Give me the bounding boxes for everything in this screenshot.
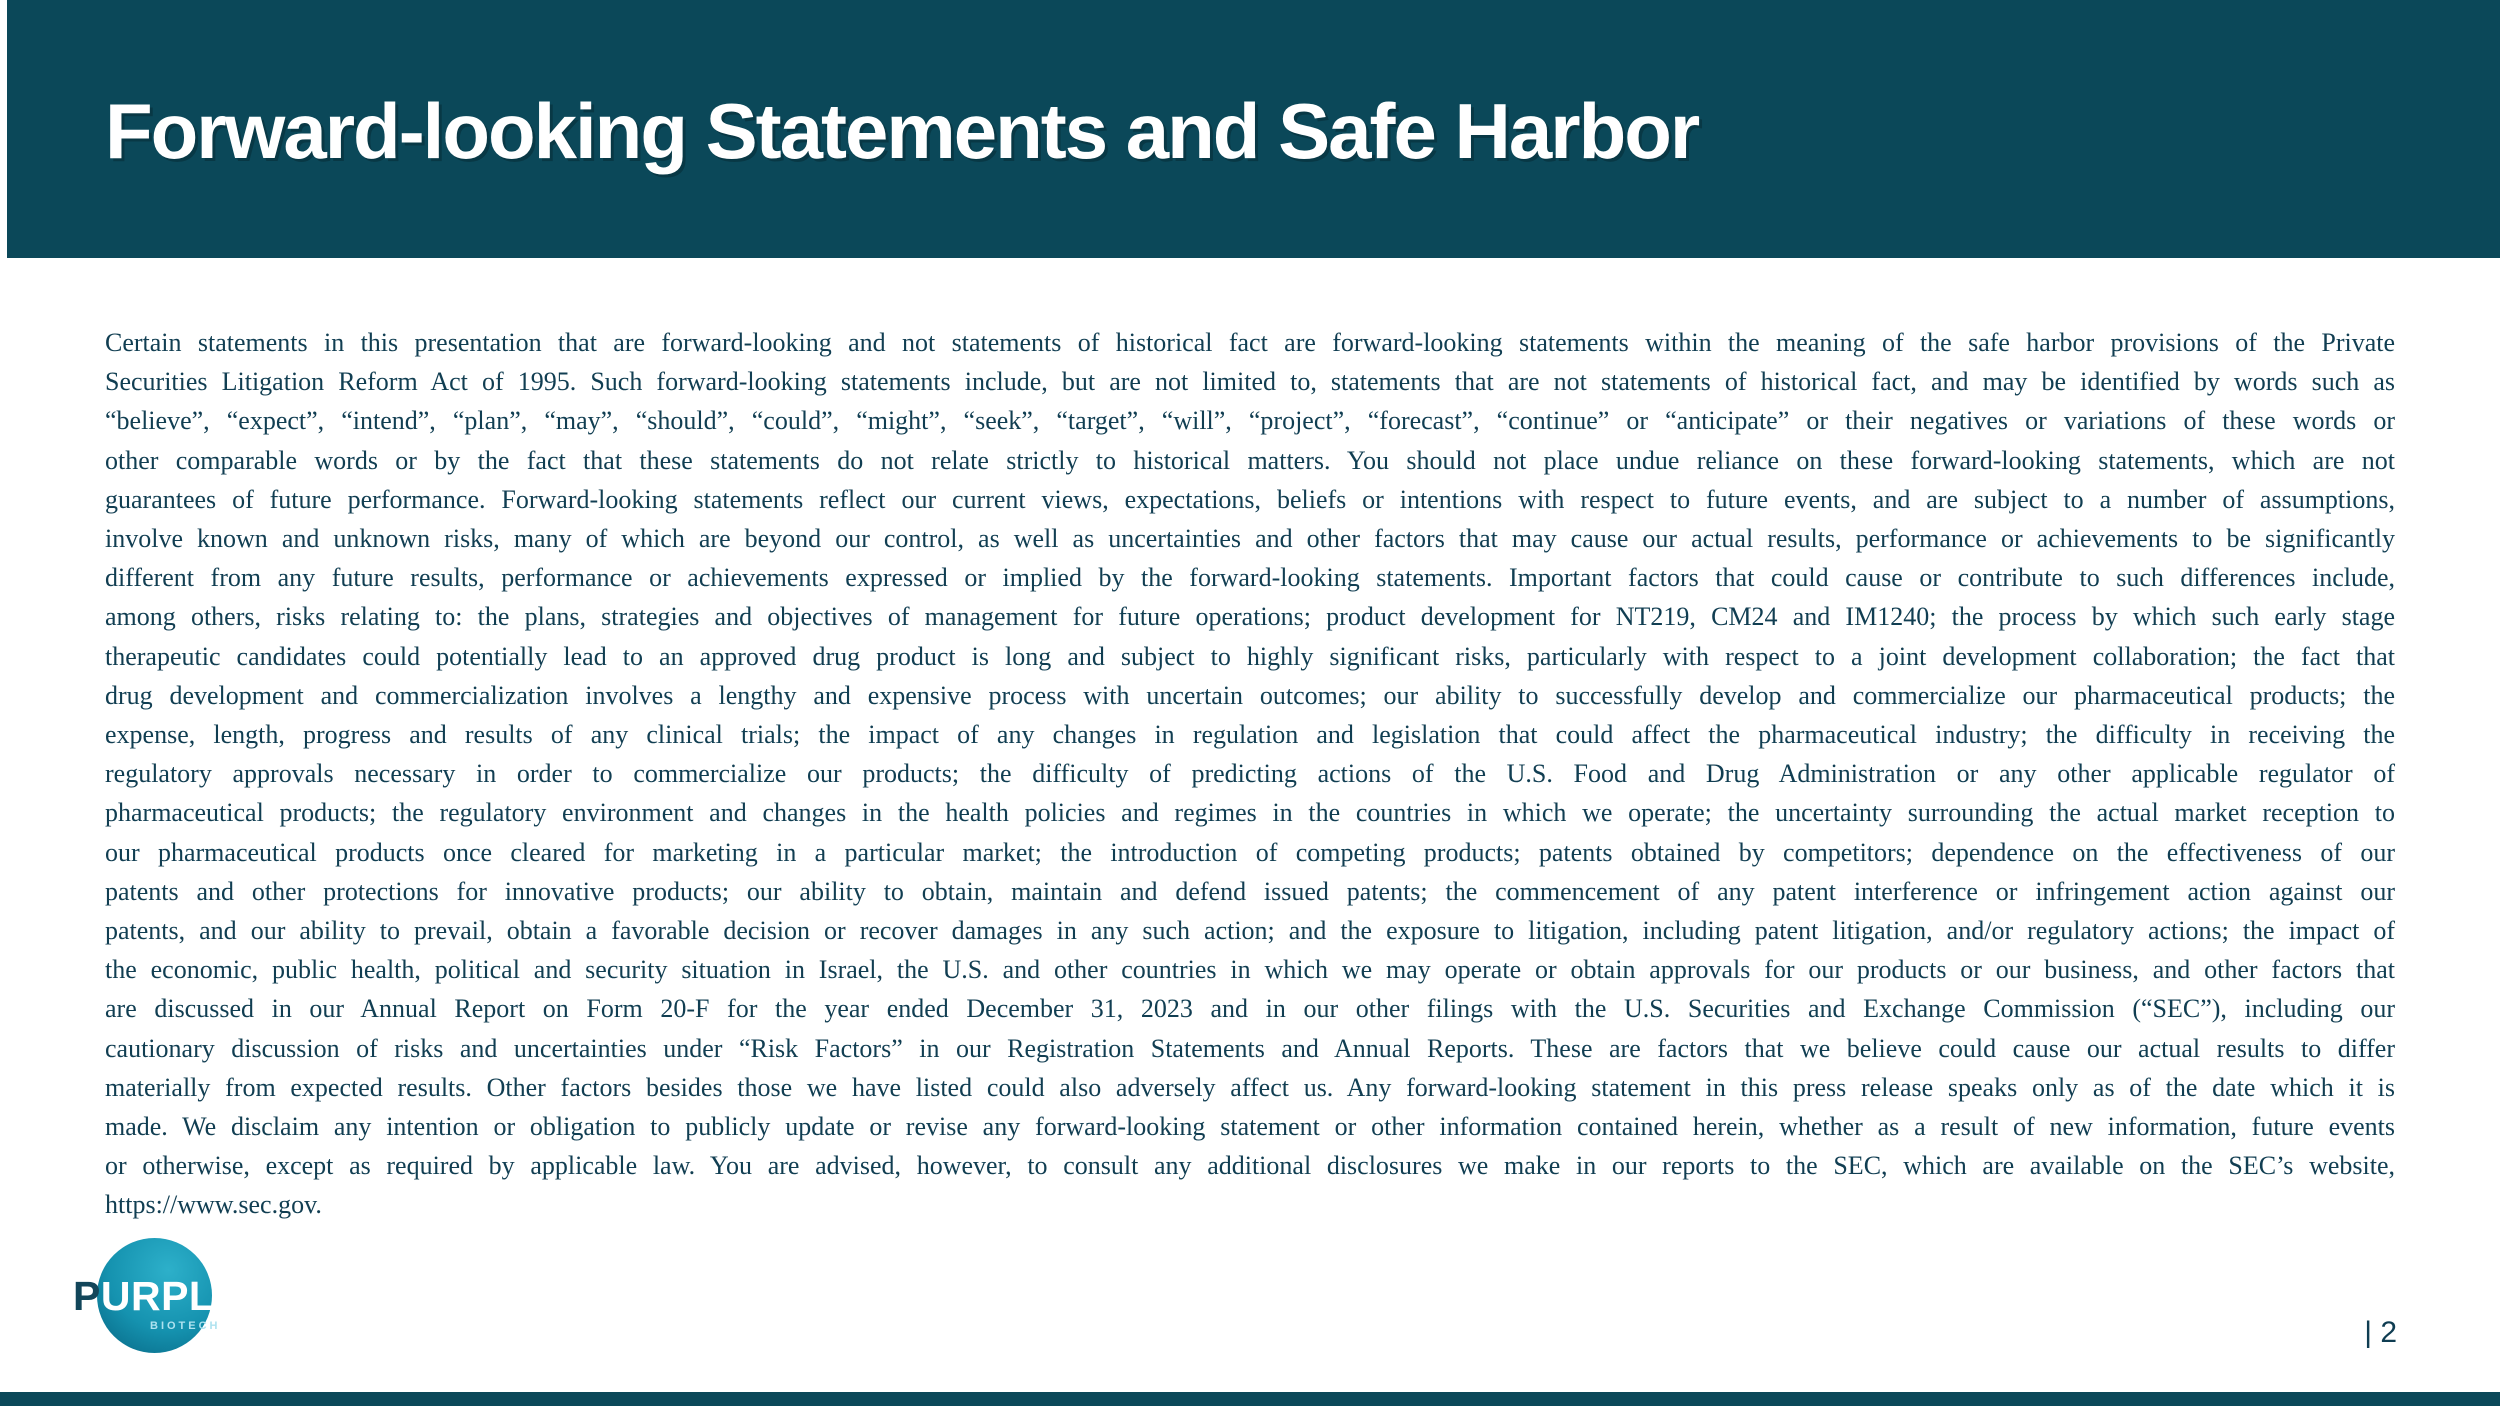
- page-number: | 2: [2364, 1316, 2397, 1349]
- disclaimer-line: cautionary discussion of risks and uncertainties under “Risk Factors” in our Registration Statements and Annual Reports. These are factors that we believe could cause our actual results to differ: [105, 1033, 2395, 1063]
- disclaimer-line: pharmaceutical products; the regulatory environment and changes in the health policies and regimes in the countries in which we operate; the uncertainty surrounding the actual market reception to: [105, 798, 2395, 828]
- disclaimer-line: our pharmaceutical products once cleared for marketing in a particular market; the introduction of competing products; patents obtained by competitors; dependence on the effectiveness of our: [105, 837, 2395, 867]
- slide-header-band: [7, 0, 2500, 258]
- slide-title: Forward-looking Statements and Safe Harbor: [105, 87, 1699, 175]
- disclaimer-line: made. We disclaim any intention or obligation to publicly update or revise any forward-looking statement or other information contained herein, whether as a result of new information, future events: [105, 1112, 2395, 1142]
- disclaimer-line: are discussed in our Annual Report on Form 20-F for the year ended December 31, 2023 and in our other filings with the U.S. Securities and Exchange Commission (“SEC”), including our: [105, 994, 2395, 1024]
- disclaimer-line: Securities Litigation Reform Act of 1995. Such forward-looking statements include, but are not limited to, statements that are not statements of historical fact, and may be identified by words such as: [105, 367, 2395, 397]
- disclaimer-line: https://www.sec.gov.: [105, 1190, 322, 1220]
- disclaimer-line: patents, and our ability to prevail, obtain a favorable decision or recover damages in any such action; and the exposure to litigation, including patent litigation, and/or regulatory actions; the impact of: [105, 916, 2395, 946]
- disclaimer-text: [105, 323, 2395, 1225]
- disclaimer-line: other comparable words or by the fact that these statements do not relate strictly to historical matters. You should not place undue reliance on these forward-looking statements, which are not: [105, 445, 2395, 475]
- disclaimer-line: materially from expected results. Other factors besides those we have listed could also adversely affect us. Any forward-looking statement in this press release speaks only as of the date which it is: [105, 1072, 2395, 1102]
- logo-subtitle: BIOTECH: [150, 1320, 221, 1332]
- disclaimer-line: Certain statements in this presentation that are forward-looking and not statements of historical fact are forward-looking statements within the meaning of the safe harbor provisions of the Private: [105, 328, 2395, 357]
- disclaimer-line: drug development and commercialization involves a lengthy and expensive process with uncertain outcomes; our ability to successfully develop and commercialize our pharmaceutical products; the: [105, 680, 2395, 710]
- disclaimer-line: the economic, public health, political and security situation in Israel, the U.S. and other countries in which we may operate or obtain approvals for our products or our business, and other factors that: [105, 955, 2395, 985]
- disclaimer-line: or otherwise, except as required by applicable law. You are advised, however, to consult any additional disclosures we make in our reports to the SEC, which are available on the SEC’s website,: [105, 1151, 2395, 1181]
- disclaimer-line: “believe”, “expect”, “intend”, “plan”, “may”, “should”, “could”, “might”, “seek”, “target”, “will”, “project”, “forecast”, “continue” or “anticipate” or their negatives or variations of these words or: [105, 406, 2395, 436]
- disclaimer-line: therapeutic candidates could potentially lead to an approved drug product is long and subject to highly significant risks, particularly with respect to a joint development collaboration; the fact that: [105, 641, 2395, 671]
- disclaimer-line: regulatory approvals necessary in order to commercialize our products; the difficulty of predicting actions of the U.S. Food and Drug Administration or any other applicable regulator of: [105, 759, 2395, 789]
- logo-wordmark-rest: URPLE: [100, 1273, 243, 1319]
- logo-wordmark: [73, 1273, 243, 1319]
- disclaimer-line: patents and other protections for innovative products; our ability to obtain, maintain and defend issued patents; the commencement of any patent interference or infringement action against our: [105, 876, 2395, 906]
- purple-biotech-logo: [70, 1236, 290, 1356]
- disclaimer-line: among others, risks relating to: the plans, strategies and objectives of management for future operations; product development for NT219, CM24 and IM1240; the process by which such early stage: [105, 602, 2395, 632]
- disclaimer-line: different from any future results, performance or achievements expressed or implied by the forward-looking statements. Important factors that could cause or contribute to such differences include,: [105, 563, 2395, 593]
- footer-band: [0, 1392, 2500, 1406]
- logo-wordmark-initial: P: [73, 1273, 101, 1319]
- disclaimer-line: guarantees of future performance. Forward-looking statements reflect our current views, expectations, beliefs or intentions with respect to future events, and are subject to a number of assumptions,: [105, 484, 2395, 514]
- disclaimer-line: expense, length, progress and results of any clinical trials; the impact of any changes in regulation and legislation that could affect the pharmaceutical industry; the difficulty in receiving the: [105, 720, 2395, 750]
- disclaimer-line: involve known and unknown risks, many of which are beyond our control, as well as uncertainties and other factors that may cause our actual results, performance or achievements to be significantly: [105, 524, 2395, 554]
